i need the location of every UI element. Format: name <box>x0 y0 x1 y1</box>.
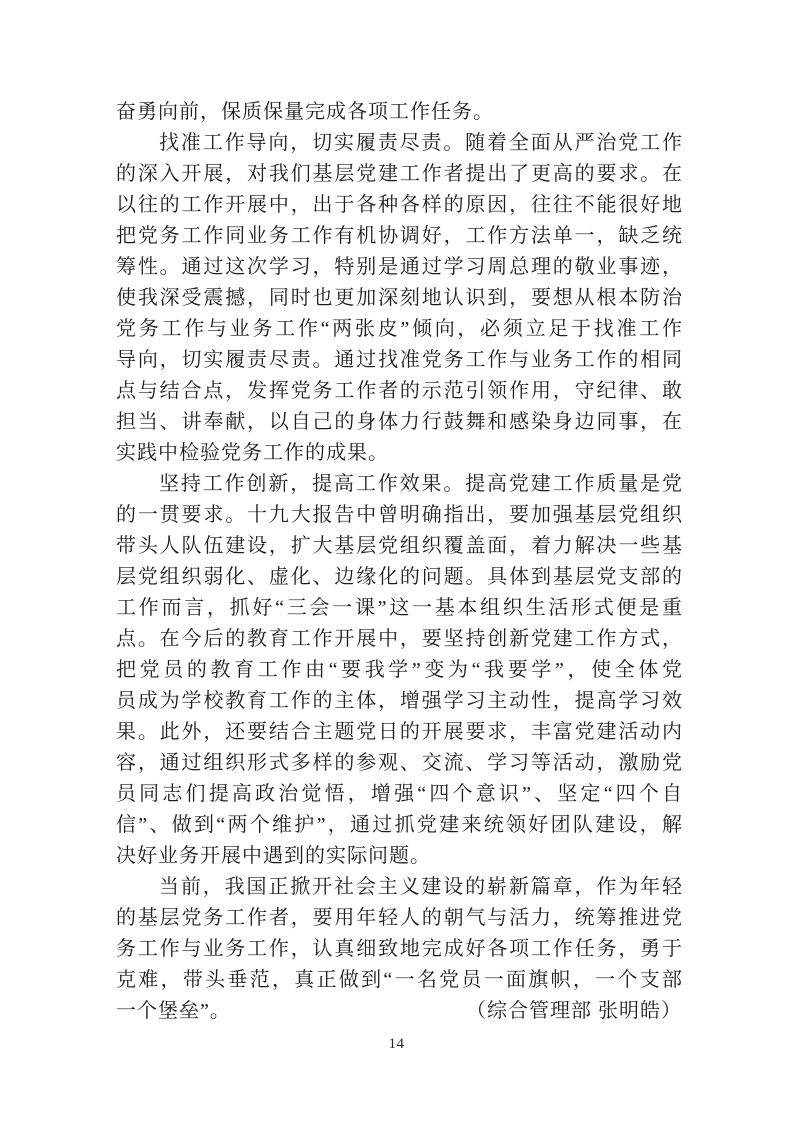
text-line: 容，通过组织形式多样的参观、交流、学习等活动，激励党 <box>116 752 682 774</box>
text-line: 果。此外，还要结合主题党日的开展要求，丰富党建活动内 <box>116 721 682 743</box>
text-line: 带头人队伍建设，扩大基层党组织覆盖面，着力解决一些基 <box>116 535 682 557</box>
text-line: 层党组织弱化、虚化、边缘化的问题。具体到基层党支部的 <box>116 566 682 588</box>
text-line: 员同志们提高政治觉悟，增强“四个意识”、坚定“四个自 <box>116 783 682 805</box>
text-line: 把党员的教育工作由“要我学”变为“我要学”，使全体党 <box>116 659 682 681</box>
text-line: 以往的工作开展中，出于各种各样的原因，往往不能很好地 <box>116 194 682 216</box>
text-line: 担当、讲奉献，以自己的身体力行鼓舞和感染身边同事，在 <box>116 411 682 433</box>
text-line: 的基层党务工作者，要用年轻人的朝气与活力，统筹推进党 <box>116 907 682 929</box>
text-line: 的一贯要求。十九大报告中曾明确指出，要加强基层党组织 <box>116 504 682 526</box>
signature: （综合管理部 张明皓） <box>466 1000 682 1022</box>
text-line: 信”、做到“两个维护”，通过抓党建来统领好团队建设，解 <box>116 814 682 836</box>
text-line: 导向，切实履责尽责。通过找准党务工作与业务工作的相同 <box>116 349 682 371</box>
text-line: 点与结合点，发挥党务工作者的示范引领作用，守纪律、敢 <box>116 380 682 402</box>
text-line: 工作而言，抓好“三会一课”这一基本组织生活形式便是重 <box>116 597 682 619</box>
page-number: 14 <box>388 1036 405 1052</box>
text-line: 的深入开展，对我们基层党建工作者提出了更高的要求。在 <box>116 163 682 185</box>
text-line: 当前，我国正掀开社会主义建设的崭新篇章，作为年轻 <box>159 876 682 898</box>
text-line: 决好业务开展中遇到的实际问题。 <box>116 845 431 867</box>
document-body <box>116 97 682 1027</box>
text-line: 员成为学校教育工作的主体，增强学习主动性，提高学习效 <box>116 690 682 712</box>
text-line: 坚持工作创新，提高工作效果。提高党建工作质量是党 <box>159 473 682 495</box>
text-line: 党务工作与业务工作“两张皮”倾向，必须立足于找准工作 <box>116 318 682 340</box>
paragraph-end-text: 一个堡垒”。 <box>116 1000 231 1022</box>
text-line: 奋勇向前，保质保量完成各项工作任务。 <box>116 101 494 123</box>
text-line: 使我深受震撼，同时也更加深刻地认识到，要想从根本防治 <box>116 287 682 309</box>
text-line: 把党务工作同业务工作有机协调好，工作方法单一，缺乏统 <box>116 225 682 247</box>
text-line: 筹性。通过这次学习，特别是通过学习周总理的敬业事迹， <box>116 256 682 278</box>
text-line: 实践中检验党务工作的成果。 <box>116 442 389 464</box>
text-line <box>116 996 682 1027</box>
text-line: 找准工作导向，切实履责尽责。随着全面从严治党工作 <box>159 132 682 154</box>
text-line: 务工作与业务工作，认真细致地完成好各项工作任务，勇于 <box>116 938 682 960</box>
text-line: 点。在今后的教育工作开展中，要坚持创新党建工作方式， <box>116 628 682 650</box>
text-line: 克难，带头垂范，真正做到“一名党员一面旗帜，一个支部 <box>116 969 682 991</box>
